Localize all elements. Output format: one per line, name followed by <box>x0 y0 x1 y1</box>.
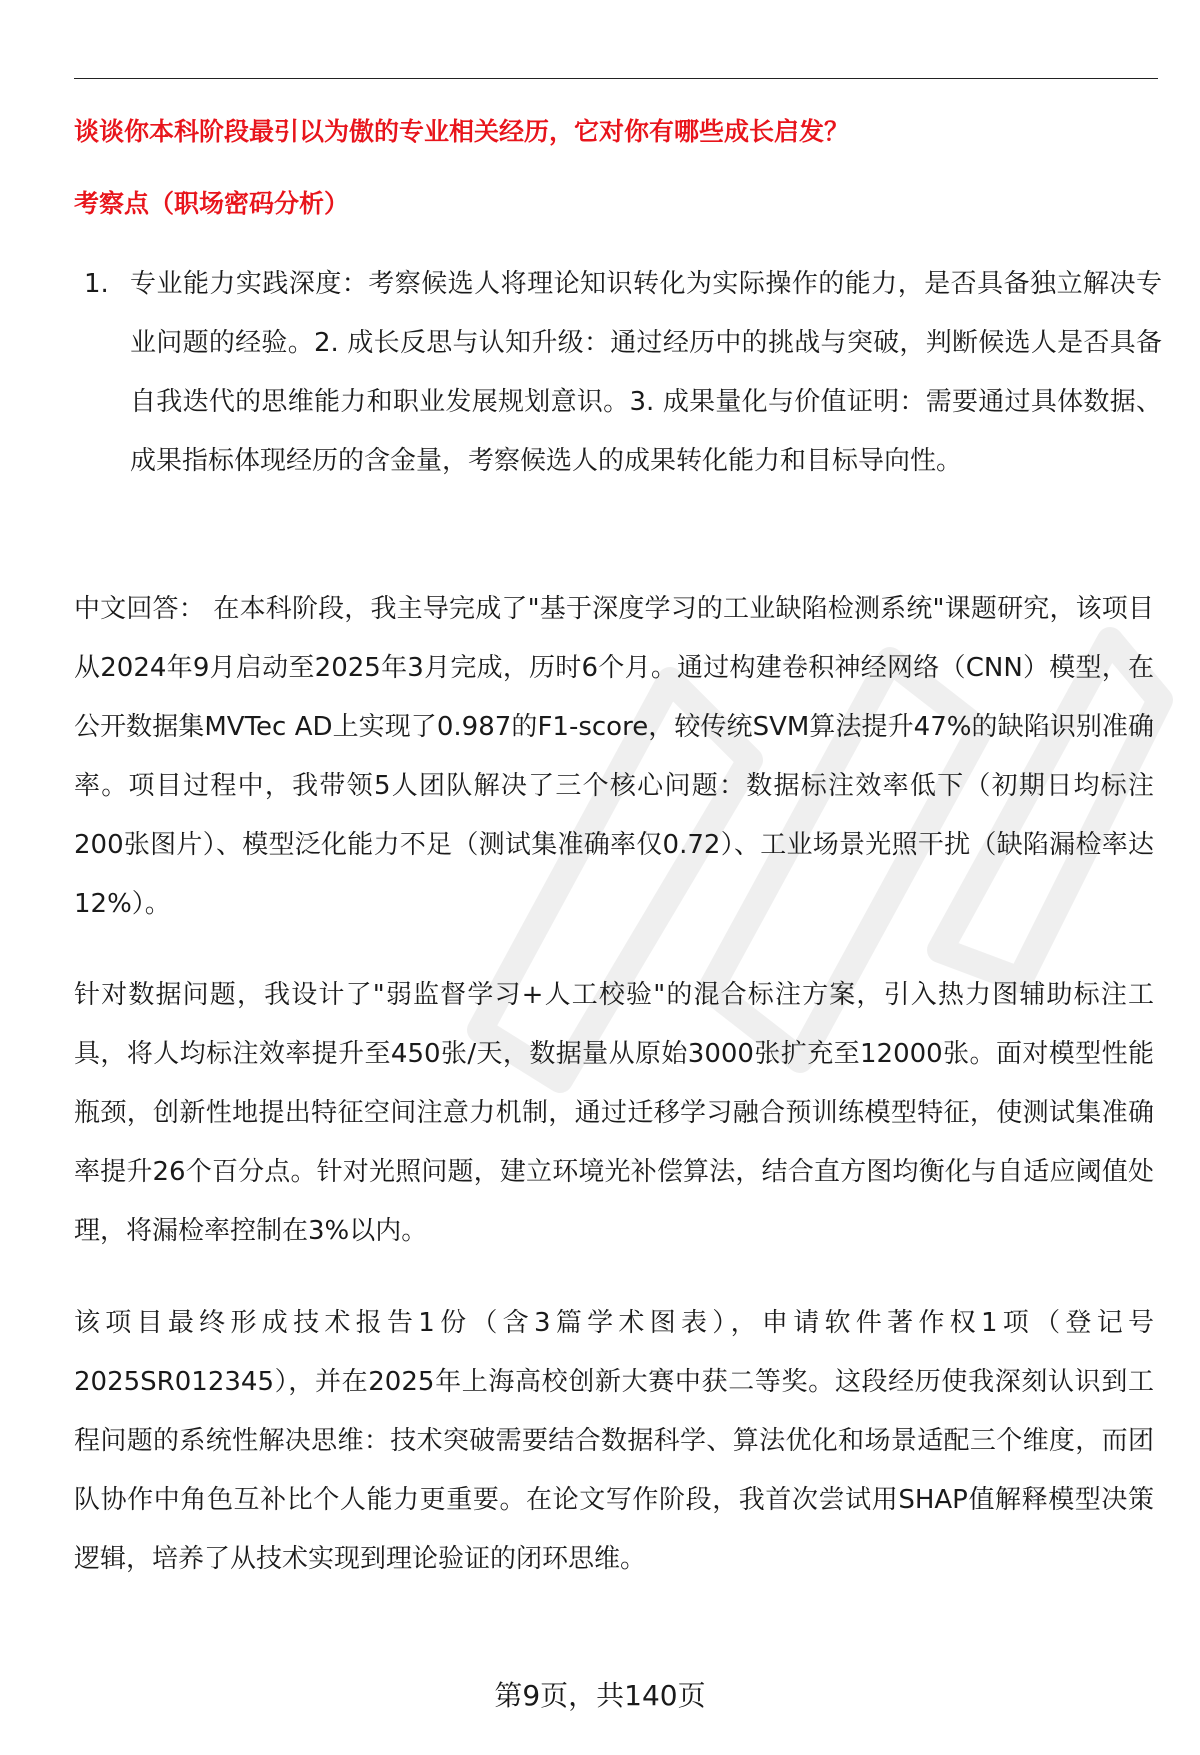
answer-paragraph: 针对数据问题，我设计了"弱监督学习+人工校验"的混合标注方案，引入热力图辅助标注工具，将人均标注效率提升至450张/天，数据量从原始3000张扩充至12000张。面对模型性能瓶颈，创新性地提出特征空间注意力机制，通过迁移学习融合预训练模型特征，使测试集准确率提升26个百分点。针对光照问题，建立环境光补偿算法，结合直方图均衡化与自适应阈值处理，将漏检率控制在3%以内。 <box>74 980 1154 1246</box>
page-number: 第9页，共140页 <box>494 1679 706 1712</box>
answer-paragraph: 该项目最终形成技术报告1份（含3篇学术图表），申请软件著作权1项（登记号2025SR012345），并在2025年上海高校创新大赛中获二等奖。这段经历使我深刻认识到工程问题的系统性解决思维：技术突破需要结合数据科学、算法优化和场景适配三个维度，而团队协作中角色互补比个人能力更重要。在论文写作阶段，我首次尝试用SHAP值解释模型决策逻辑，培养了从技术实现到理论验证的闭环思维。 <box>74 1308 1154 1574</box>
answer-paragraph: 中文回答： 在本科阶段，我主导完成了"基于深度学习的工业缺陷检测系统"课题研究，该项目从2024年9月启动至2025年3月完成，历时6个月。通过构建卷积神经网络（CNN）模型，在公开数据集MVTec AD上实现了0.987的F1-score，较传统SVM算法提升47%的缺陷识别准确率。项目过程中，我带领5人团队解决了三个核心问题：数据标注效率低下（初期日均标注200张图片）、模型泛化能力不足（测试集准确率仅0.72）、工业场景光照干扰（缺陷漏检率达12%）。 <box>74 594 1154 919</box>
exam-points-list <box>84 255 1162 491</box>
list-item <box>84 255 1162 491</box>
list-item-text: 专业能力实践深度：考察候选人将理论知识转化为实际操作的能力，是否具备独立解决专业问题的经验。2. 成长反思与认知升级：通过经历中的挑战与突破，判断候选人是否具备自我迭代的思维能力和职业发展规划意识。3. 成果量化与价值证明：需要通过具体数据、成果指标体现经历的含金量，考察候选人的成果转化能力和目标导向性。 <box>130 269 1162 476</box>
list-marker: 1. <box>84 269 109 299</box>
question-title: 谈谈你本科阶段最引以为傲的专业相关经历，它对你有哪些成长启发？ <box>74 117 850 146</box>
section-heading: 考察点（职场密码分析） <box>74 189 350 218</box>
top-divider <box>74 78 1158 79</box>
